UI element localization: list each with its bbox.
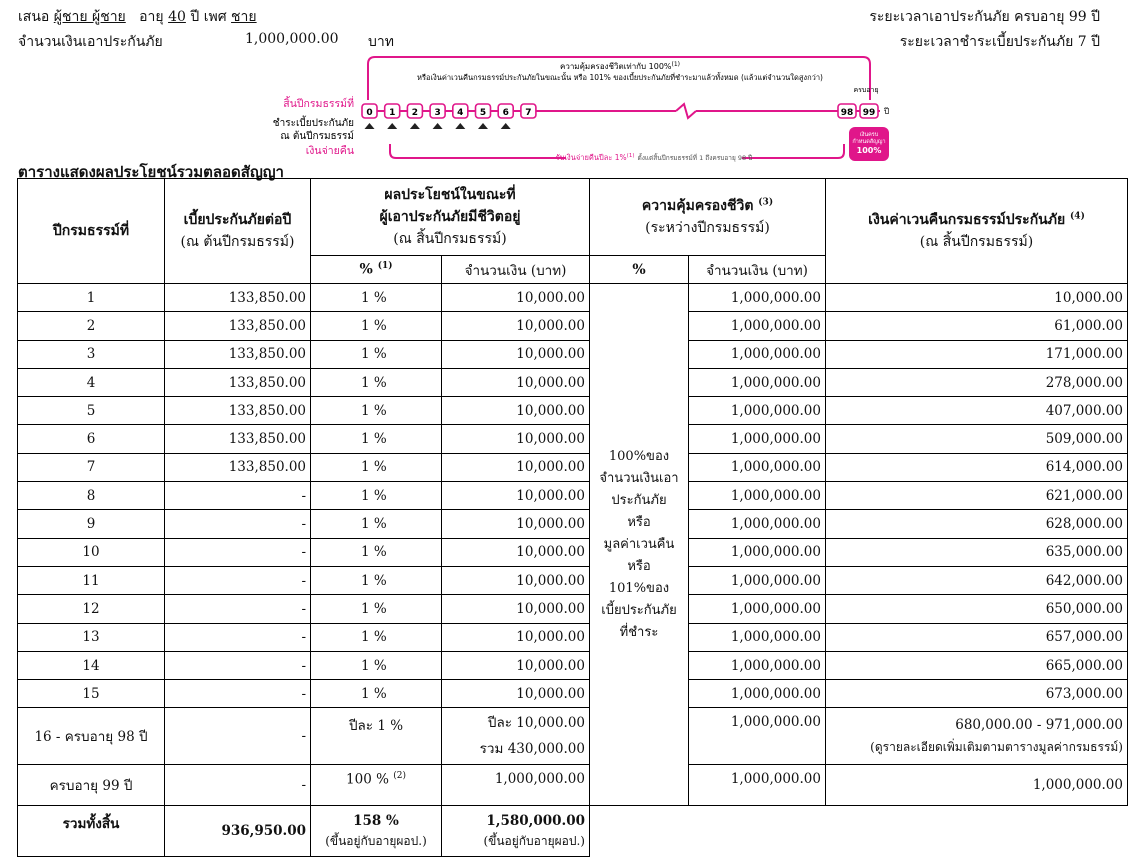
cell-cash: 614,000.00	[826, 453, 1128, 481]
table-row	[18, 312, 1128, 340]
cell-premium: 133,850.00	[165, 312, 311, 340]
header-amount: จำนวนเงิน (บาท)	[442, 256, 590, 284]
row-99	[18, 765, 1128, 806]
cell-amount: 10,000.00	[442, 595, 590, 623]
cell-coverage: 1,000,000.00	[689, 566, 826, 594]
cell-pct: 1 %	[311, 538, 442, 566]
empty-cell	[590, 806, 1128, 857]
cell-coverage: 1,000,000.00	[689, 425, 826, 453]
row-16-98	[18, 708, 1128, 765]
premium-markers	[365, 123, 511, 129]
cell-total-amount: 1,580,000.00 (ขึ้นอยู่กับอายุผอป.)	[442, 806, 590, 857]
cell-year: 8	[18, 482, 165, 510]
cell-amount: 10,000.00	[442, 680, 590, 708]
cell-year: 14	[18, 651, 165, 679]
cell-premium: 133,850.00	[165, 284, 311, 312]
cell-year: 7	[18, 453, 165, 481]
cell-amount: 10,000.00	[442, 623, 590, 651]
cell-pct: 1 %	[311, 595, 442, 623]
table-row	[18, 651, 1128, 679]
cell-premium: -	[165, 708, 311, 765]
end-of-year-label: สิ้นปีกรมธรรม์ที่	[283, 98, 354, 110]
sex-label: เพศ	[203, 9, 227, 25]
premium-triangle-icon	[501, 123, 511, 129]
year-box-label: 0	[366, 108, 373, 118]
cell-year: 4	[18, 368, 165, 396]
cell-year: 10	[18, 538, 165, 566]
customer-name: ผู้ชาย ผู้ชาย	[53, 9, 126, 25]
merged-coverage-line: ประกันภัย	[611, 492, 667, 508]
cell-year: 9	[18, 510, 165, 538]
cell-pct: ปีละ 1 %	[311, 708, 442, 765]
cell-amount: 10,000.00	[442, 482, 590, 510]
cell-cash: 509,000.00	[826, 425, 1128, 453]
cell-pct: 1 %	[311, 566, 442, 594]
table-row	[18, 680, 1128, 708]
cell-total-pct: 158 % (ขึ้นอยู่กับอายุผอป.)	[311, 806, 442, 857]
cell-premium: 133,850.00	[165, 397, 311, 425]
header-cash-value: เงินค่าเวนคืนกรมธรรม์ประกันภัย $^{(4)}$ (ณ สิ้นปีกรมธรรม์)	[826, 179, 1128, 284]
age-label: อายุ	[139, 9, 164, 25]
cell-cash: 407,000.00	[826, 397, 1128, 425]
year-box-label: 3	[434, 108, 441, 118]
timeline-break-icon	[676, 104, 696, 118]
cell-year: ครบอายุ 99 ปี	[18, 765, 165, 806]
year-box-label: 6	[502, 108, 509, 118]
table-row	[18, 482, 1128, 510]
maturity-box-line3: 100%	[856, 146, 882, 155]
cell-amount: 10,000.00	[442, 284, 590, 312]
cell-coverage: 1,000,000.00	[689, 538, 826, 566]
header-life-coverage: ความคุ้มครองชีวิต $^{(3)}$ (ระหว่างปีกรมธรรม์)	[590, 179, 826, 256]
cell-pct: 1 %	[311, 651, 442, 679]
cell-premium: -	[165, 482, 311, 510]
cell-amount: 10,000.00	[442, 538, 590, 566]
age-unit: ปี	[190, 9, 200, 25]
cell-pct: 100 % $^{(2)}$	[311, 765, 442, 806]
year-box-label: 98	[840, 108, 854, 118]
header-cov-amount: จำนวนเงิน (บาท)	[689, 256, 826, 284]
table-title: ตารางแสดงผลประโยชน์รวมตลอดสัญญา	[18, 163, 284, 181]
cell-cash: 642,000.00	[826, 566, 1128, 594]
cell-amount: 10,000.00	[442, 566, 590, 594]
merged-coverage-note	[590, 284, 689, 806]
cell-coverage: 1,000,000.00	[689, 595, 826, 623]
year-box-label: 2	[411, 108, 419, 118]
merged-coverage-line: เบี้ยประกันภัย	[601, 602, 677, 618]
cell-cash: 1,000,000.00	[826, 765, 1128, 806]
cell-cash: 680,000.00 - 971,000.00 (ดูรายละเอียดเพิ่มเติมตามตารางมูลค่ากรมธรรม์)	[826, 708, 1128, 765]
cell-year: 1	[18, 284, 165, 312]
year-box-label: 1	[389, 108, 396, 118]
cell-year: 2	[18, 312, 165, 340]
sum-unit: บาท	[368, 34, 394, 50]
merged-coverage-line: 101%ของ	[608, 580, 670, 596]
header-living-benefit: ผลประโยชน์ในขณะที่ ผู้เอาประกันภัยมีชีวิตอยู่ (ณ สิ้นปีกรมธรรม์)	[311, 179, 590, 256]
cell-year: 12	[18, 595, 165, 623]
cell-premium: -	[165, 680, 311, 708]
cell-premium: 133,850.00	[165, 453, 311, 481]
cell-premium: -	[165, 623, 311, 651]
table-row	[18, 510, 1128, 538]
header-premium: เบี้ยประกันภัยต่อปี (ณ ต้นปีกรมธรรม์)	[165, 179, 311, 284]
cell-total-premium: 936,950.00	[165, 806, 311, 857]
cell-total-label: รวมทั้งสิ้น	[18, 806, 165, 857]
payment-period: ระยะเวลาชำระเบี้ยประกันภัย 7 ปี	[899, 34, 1100, 50]
cell-pct: 1 %	[311, 340, 442, 368]
cell-premium: 133,850.00	[165, 340, 311, 368]
cell-coverage: 1,000,000.00	[689, 680, 826, 708]
cell-coverage: 1,000,000.00	[689, 510, 826, 538]
merged-coverage-line: จำนวนเงินเอา	[599, 470, 679, 486]
cell-cash: 650,000.00	[826, 595, 1128, 623]
coverage-period: ระยะเวลาเอาประกันภัย ครบอายุ 99 ปี	[869, 9, 1100, 25]
premium-triangle-icon	[455, 123, 465, 129]
cell-amount: 1,000,000.00	[442, 765, 590, 806]
cell-premium: -	[165, 595, 311, 623]
cell-cash: 278,000.00	[826, 368, 1128, 396]
table-row	[18, 538, 1128, 566]
cell-pct: 1 %	[311, 368, 442, 396]
coverage-text: ความคุ้มครองชีวิตเท่ากับ 100%$^{(1)}$	[559, 61, 681, 71]
merged-coverage-line: 100%ของ	[608, 448, 670, 464]
table-row	[18, 368, 1128, 396]
cell-premium: 133,850.00	[165, 425, 311, 453]
cell-amount: ปีละ 10,000.00 รวม 430,000.00	[442, 708, 590, 765]
cell-cash: 665,000.00	[826, 651, 1128, 679]
cell-premium: -	[165, 765, 311, 806]
cell-year: 3	[18, 340, 165, 368]
cell-coverage: 1,000,000.00	[689, 397, 826, 425]
cell-cash: 628,000.00	[826, 510, 1128, 538]
cell-pct: 1 %	[311, 510, 442, 538]
maturity-label: ครบอายุ	[853, 86, 879, 94]
cell-pct: 1 %	[311, 397, 442, 425]
premium-triangle-icon	[410, 123, 420, 129]
year-box-label: 4	[457, 108, 464, 118]
cell-amount: 10,000.00	[442, 425, 590, 453]
cell-pct: 1 %	[311, 425, 442, 453]
end-suffix: ปี	[884, 107, 890, 116]
cell-year: 11	[18, 566, 165, 594]
proposal-line	[18, 6, 257, 28]
merged-coverage-line: หรือ	[627, 558, 651, 574]
cell-premium: -	[165, 651, 311, 679]
maturity-box-line1: เงินครบ	[859, 132, 879, 138]
cell-coverage: 1,000,000.00	[689, 482, 826, 510]
sum-value: 1,000,000.00	[245, 31, 339, 47]
cell-amount: 10,000.00	[442, 340, 590, 368]
cell-amount: 10,000.00	[442, 312, 590, 340]
table-row	[18, 425, 1128, 453]
cell-premium: -	[165, 510, 311, 538]
cell-coverage: 1,000,000.00	[689, 453, 826, 481]
premium-triangle-icon	[478, 123, 488, 129]
age-value: 40	[168, 9, 186, 25]
sum-label: จำนวนเงินเอาประกันภัย	[18, 34, 163, 50]
policy-timeline	[0, 52, 1138, 162]
cashback-text: รับเงินจ่ายคืนปีละ 1%$^{(1)}$ ตั้งแต่สิ้นปีกรมธรรม์ที่ 1 ถึงครบอายุ 98 ปี	[555, 153, 753, 162]
cell-year: 13	[18, 623, 165, 651]
cell-pct: 1 %	[311, 680, 442, 708]
cell-pct: 1 %	[311, 453, 442, 481]
cell-premium: 133,850.00	[165, 368, 311, 396]
cell-pct: 1 %	[311, 623, 442, 651]
cell-coverage: 1,000,000.00	[689, 765, 826, 806]
cell-coverage: 1,000,000.00	[689, 284, 826, 312]
cell-premium: -	[165, 566, 311, 594]
cell-coverage: 1,000,000.00	[689, 312, 826, 340]
cell-amount: 10,000.00	[442, 368, 590, 396]
cell-coverage: 1,000,000.00	[689, 340, 826, 368]
cell-coverage: 1,000,000.00	[689, 368, 826, 396]
table-row	[18, 284, 1128, 312]
sex-value: ชาย	[231, 9, 257, 25]
premium-triangle-icon	[387, 123, 397, 129]
cell-pct: 1 %	[311, 482, 442, 510]
year-box-label: 7	[525, 108, 532, 118]
table-row	[18, 595, 1128, 623]
cell-cash: 657,000.00	[826, 623, 1128, 651]
cell-amount: 10,000.00	[442, 397, 590, 425]
pay-label-1: ชำระเบี้ยประกันภัย	[272, 118, 354, 129]
coverage-detail: หรือเงินค่าเวนคืนกรมธรรม์ประกันภัยในขณะนั้น หรือ 101% ของเบี้ยประกันภัยที่ชำระมาแล้วทั้งหมด (แล้วแต่จำนวนใดสูงกว่า)	[417, 73, 823, 82]
cell-coverage: 1,000,000.00	[689, 623, 826, 651]
premium-triangle-icon	[433, 123, 443, 129]
merged-coverage-line: มูลค่าเวนคืน	[603, 536, 675, 552]
cell-amount: 10,000.00	[442, 510, 590, 538]
table-row	[18, 566, 1128, 594]
cell-year: 16 - ครบอายุ 98 ปี	[18, 708, 165, 765]
cell-cash: 621,000.00	[826, 482, 1128, 510]
merged-coverage-line: หรือ	[627, 514, 651, 530]
cell-year: 6	[18, 425, 165, 453]
cell-coverage: 1,000,000.00	[689, 708, 826, 765]
year-box-label: 99	[862, 108, 876, 118]
propose-label: เสนอ	[18, 9, 50, 25]
header-pct: % $^{(1)}$	[311, 256, 442, 284]
cell-pct: 1 %	[311, 284, 442, 312]
cell-coverage: 1,000,000.00	[689, 651, 826, 679]
cell-year: 15	[18, 680, 165, 708]
table-body	[18, 284, 1128, 857]
row-total	[18, 806, 1128, 857]
cell-cash: 10,000.00	[826, 284, 1128, 312]
cell-cash: 61,000.00	[826, 312, 1128, 340]
header-policy-year: ปีกรมธรรม์ที่	[18, 179, 165, 284]
header-cov-pct: %	[590, 256, 689, 284]
cell-cash: 673,000.00	[826, 680, 1128, 708]
year-box-label: 5	[479, 108, 487, 118]
cell-cash: 171,000.00	[826, 340, 1128, 368]
cashback-label: เงินจ่ายคืน	[305, 145, 354, 157]
maturity-box-line2: กำหนดสัญญา	[852, 139, 886, 145]
cell-amount: 10,000.00	[442, 453, 590, 481]
table-row	[18, 340, 1128, 368]
cell-premium: -	[165, 538, 311, 566]
table-row	[18, 623, 1128, 651]
cell-amount: 10,000.00	[442, 651, 590, 679]
pay-label-2: ณ ต้นปีกรมธรรม์	[280, 131, 354, 142]
table-row	[18, 453, 1128, 481]
cell-year: 5	[18, 397, 165, 425]
cell-cash: 635,000.00	[826, 538, 1128, 566]
table-row	[18, 397, 1128, 425]
premium-triangle-icon	[365, 123, 375, 129]
cell-pct: 1 %	[311, 312, 442, 340]
benefit-table	[17, 178, 1128, 857]
merged-coverage-line: ที่ชำระ	[619, 624, 659, 640]
